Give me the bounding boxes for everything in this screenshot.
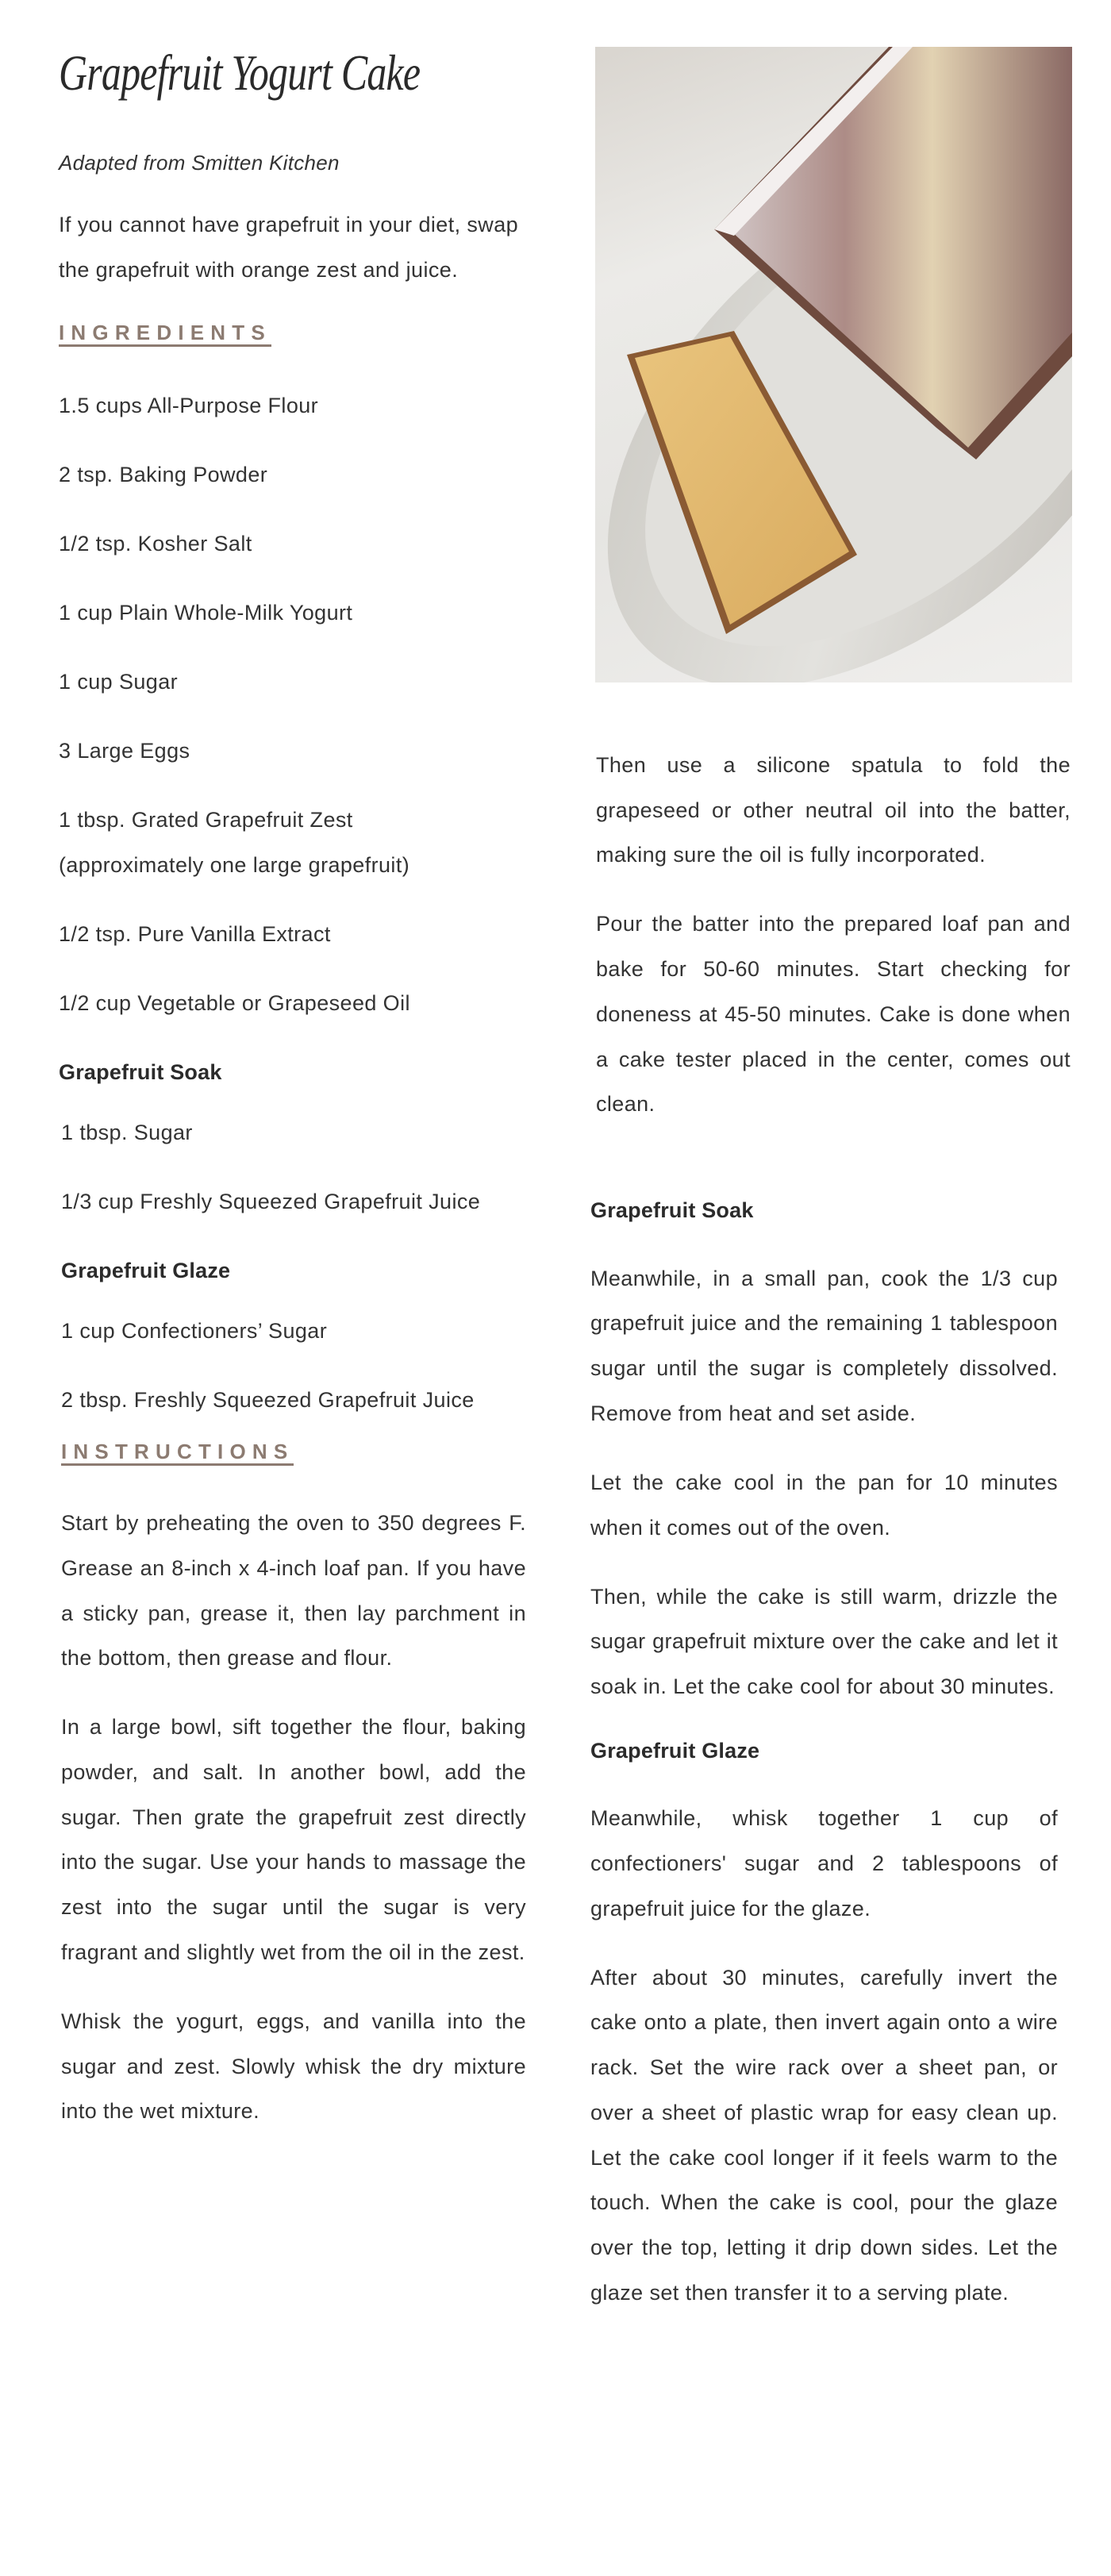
ingredient-item: 2 tsp. Baking Powder — [59, 463, 268, 487]
instruction-step: Let the cake cool in the pan for 10 minutes when it comes out of the oven. — [590, 1470, 1058, 1540]
ingredient-item: 1 cup Sugar — [59, 670, 178, 694]
ingredient-item: 2 tbsp. Freshly Squeezed Grapefruit Juice — [61, 1387, 475, 1412]
instruction-step: After about 30 minutes, carefully invert the cake onto a plate, then invert again onto a wire rack. Set the wire rack over a sheet pan, or over a sheet of plastic wrap for easy clean up. Let the cake cool longer if it feels warm to the touch. When the cake is cool, pour the glaze over the top, letting it drip down sides. Let the glaze set then transfer it to a serving plate. — [590, 1965, 1058, 2305]
glaze-ingredients-list — [59, 1309, 534, 1423]
glaze-ingredients-heading: Grapefruit Glaze — [61, 1258, 231, 1282]
instructions-left-steps — [61, 1501, 526, 2134]
ingredient-item: 1 tbsp. Grated Grapefruit Zest (approximately one large grapefruit) — [59, 808, 410, 878]
soak-ingredients-heading: Grapefruit Soak — [59, 1060, 222, 1085]
instruction-step: Meanwhile, in a small pan, cook the 1/3 cup grapefruit juice and the remaining 1 tablespoon sugar until the sugar is completely dissolved. Remove from heat and set aside. — [590, 1266, 1058, 1425]
instructions-heading: INSTRUCTIONS — [61, 1440, 294, 1466]
ingredient-item: 1/2 tsp. Pure Vanilla Extract — [59, 922, 331, 947]
ingredients-section — [59, 321, 534, 1422]
cake-photo — [595, 47, 1072, 682]
cake-photo-illustration — [595, 47, 1072, 682]
ingredient-item: 1 cup Confectioners’ Sugar — [61, 1318, 328, 1343]
instruction-step: In a large bowl, sift together the flour, baking powder, and salt. In another bowl, add the sugar. Then grate the grapefruit zest directly into the sugar. Use your hands to massage the zest into the sugar until the sugar is very fragrant and slightly wet from the oil in the zest. — [61, 1715, 526, 1964]
intro-note: If you cannot have grapefruit in your diet, swap the grapefruit with orange zest and juice. — [59, 213, 519, 282]
ingredient-item: 1 cup Plain Whole-Milk Yogurt — [59, 601, 353, 625]
instruction-step: Start by preheating the oven to 350 degrees F. Grease an 8-inch x 4-inch loaf pan. If you have a sticky pan, grease it, then lay parchment in the bottom, then grease and flour. — [61, 1511, 526, 1671]
ingredient-item: 3 Large Eggs — [59, 739, 190, 763]
ingredient-item: 1/2 tsp. Kosher Salt — [59, 532, 252, 556]
ingredient-item: 1/2 cup Vegetable or Grapeseed Oil — [59, 991, 410, 1016]
soak-ingredients-list — [59, 1110, 534, 1225]
soak-instructions-heading: Grapefruit Soak — [590, 1198, 754, 1222]
glaze-instructions-heading: Grapefruit Glaze — [590, 1738, 760, 1763]
instructions-section — [59, 1440, 534, 2134]
instruction-step: Meanwhile, whisk together 1 cup of confectioners' sugar and 2 tablespoons of grapefruit juice for the glaze. — [590, 1806, 1058, 1920]
ingredients-heading: INGREDIENTS — [59, 321, 271, 347]
right-column-lower — [590, 1188, 1058, 2340]
ingredients-list — [59, 383, 534, 1025]
right-column-upper — [596, 743, 1071, 1143]
instruction-step: Pour the batter into the prepared loaf pan and bake for 50-60 minutes. Start checking for doneness at 45-50 minutes. Cake is done when a cake tester placed in the center, comes out clean. — [596, 912, 1071, 1117]
instruction-step: Then, while the cake is still warm, drizzle the sugar grapefruit mixture over the cake and let it soak in. Let the cake cool for about 30 minutes. — [590, 1584, 1058, 1698]
instruction-step: Then use a silicone spatula to fold the grapeseed or other neutral oil into the batter, making sure the oil is fully incorporated. — [596, 753, 1071, 867]
ingredient-item: 1.5 cups All-Purpose Flour — [59, 394, 319, 418]
ingredient-item: 1 tbsp. Sugar — [61, 1120, 193, 1144]
left-column — [59, 202, 534, 2158]
instruction-step: Whisk the yogurt, eggs, and vanilla into the sugar and zest. Slowly whisk the dry mixture into the wet mixture. — [61, 2009, 526, 2124]
ingredient-item: 1/3 cup Freshly Squeezed Grapefruit Juice — [61, 1189, 481, 1213]
recipe-attribution: Adapted from Smitten Kitchen — [59, 151, 340, 175]
recipe-title: Grapefruit Yogurt Cake — [59, 44, 421, 101]
